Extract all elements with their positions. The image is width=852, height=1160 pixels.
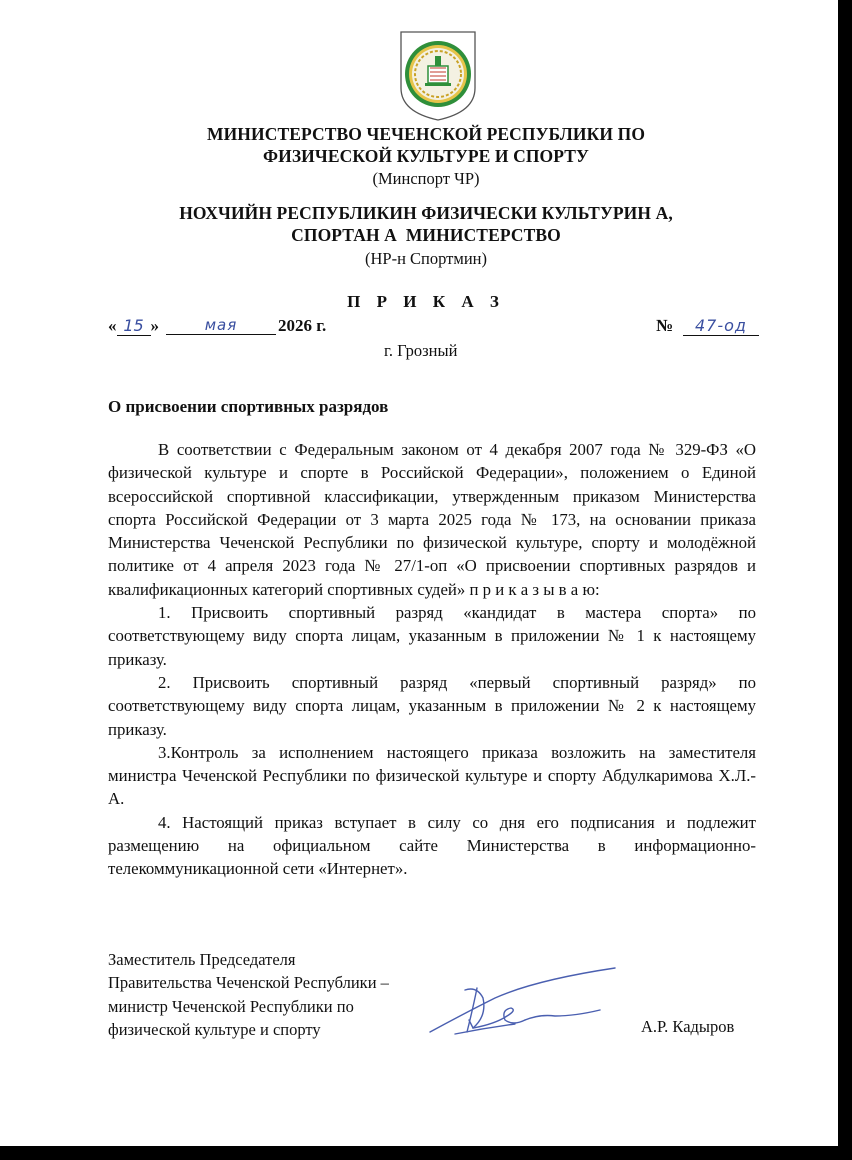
ministry-name-ce-line2: СПОРТАН А МИНИСТЕРСТВО	[291, 225, 561, 245]
signer-name: А.Р. Кадыров	[641, 1017, 735, 1036]
order-subject: О присвоении спортивных разрядов	[108, 397, 389, 416]
ministry-name-ru-line2: ФИЗИЧЕСКОЙ КУЛЬТУРЕ И СПОРТУ	[263, 146, 589, 166]
order-item-4: 4. Настоящий приказ вступает в силу со дня его подписания и подлежит размещению на официальном сайте Министерства в информационно-телекоммуникационной сети «Интернет».	[108, 812, 756, 879]
signer-position-line2: Правительства Чеченской Республики –	[108, 973, 389, 993]
order-item-1: 1. Присвоить спортивный разряд «кандидат в мастера спорта» по соответствующему виду спорта лицам, указанным в приложении № 1 к настоящему приказу.	[108, 603, 756, 669]
ministry-name-chechen	[0, 202, 838, 246]
order-number-label: №	[656, 316, 674, 335]
ministry-name-ru-line1: МИНИСТЕРСТВО ЧЕЧЕНСКОЙ РЕСПУБЛИКИ ПО	[206, 124, 646, 144]
signer-position-line4: физической культуре и спорту	[108, 1019, 321, 1039]
order-body	[108, 438, 756, 881]
signer-position	[108, 948, 389, 1041]
document-type-title: П Р И К А З	[347, 292, 505, 311]
date-day: 15	[117, 316, 151, 336]
ministry-name-ce-line1: НОХЧИЙН РЕСПУБЛИКИН ФИЗИЧЕСКИ КУЛЬТУРИН А,	[179, 203, 673, 223]
order-item-2: 2. Присвоить спортивный разряд «первый спортивный разряд» по соответствующему виду спорта лицам, указанным в приложении № 2 к настоящему приказу.	[108, 672, 756, 739]
city: г. Грозный	[384, 341, 458, 360]
signer-position-line1: Заместитель Председателя	[108, 950, 296, 969]
date-day-group	[108, 316, 159, 336]
coat-of-arms-icon	[397, 28, 479, 122]
ministry-short-name-chechen: (НР-н Спортмин)	[365, 249, 487, 268]
order-number-value: 47-од	[683, 316, 759, 336]
handwritten-signature	[425, 958, 620, 1038]
date-close-quote: »	[150, 316, 159, 335]
date-open-quote: «	[108, 316, 117, 335]
date-month: мая	[166, 316, 276, 335]
signer-position-line3: министр Чеченской Республики по	[108, 996, 354, 1016]
ministry-short-name-russian: (Минспорт ЧР)	[372, 169, 480, 188]
ministry-name-russian	[0, 123, 838, 167]
order-item-3: 3.Контроль за исполнением настоящего приказа возложить на заместителя министра Чеченской Республики по физической культуре и спорту Абдулкаримова Х.Л.-А.	[108, 742, 756, 809]
preamble-paragraph: В соответствии с Федеральным законом от 4 декабря 2007 года № 329-ФЗ «О физической культуре и спорте в Российской Федерации», положением о Единой всероссийской спортивной классификации, утвержденным приказом Министерства спорта Российской Федерации от 3 марта 2025 года № 173, на основании приказа Министерства Чеченской Республики по физической культуре, спорту и молодёжной политике от 4 апреля 2023 года № 27/1-оп «О присвоении спортивных разрядов и квалификационных категорий спортивных судей» п р и к а з ы в а ю:	[108, 440, 756, 599]
date-and-number-line	[108, 316, 758, 342]
date-year: 2026 г.	[278, 316, 327, 335]
